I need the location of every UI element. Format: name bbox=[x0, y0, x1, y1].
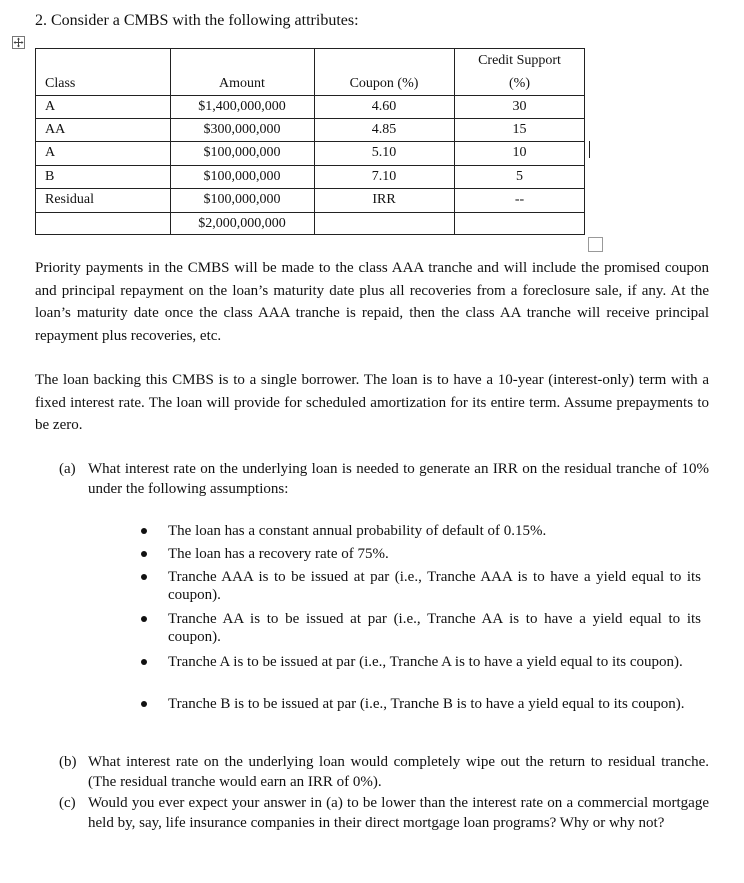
header-credit-support: Credit Support bbox=[478, 53, 561, 68]
list-item: Tranche AAA is to be issued at par (i.e., Tranche AAA is to have a yield equal to its coupon). bbox=[141, 568, 701, 606]
bullet-icon bbox=[141, 701, 147, 707]
cell-amount: $100,000,000 bbox=[203, 192, 281, 207]
cell-amount: $300,000,000 bbox=[203, 122, 281, 137]
cell-credit-support: 15 bbox=[512, 122, 527, 137]
cell-amount: $100,000,000 bbox=[203, 169, 281, 184]
cell-coupon: 7.10 bbox=[371, 169, 397, 184]
list-item: The loan has a constant annual probability of default of 0.15%. bbox=[141, 522, 701, 542]
question-part-c bbox=[59, 793, 709, 853]
bullet-icon bbox=[141, 659, 147, 665]
part-b-label: (b) bbox=[59, 754, 77, 770]
cell-credit-support: 10 bbox=[512, 145, 527, 160]
part-b-text: What interest rate on the underlying loan would completely wipe out the return to residual tranche. (The residual tranche would earn an IRR of 0%). bbox=[88, 754, 709, 790]
part-a-text: What interest rate on the underlying loan is needed to generate an IRR on the residual tranche of 10% under the following assumptions: bbox=[88, 461, 709, 497]
cell-credit-support: 30 bbox=[512, 99, 527, 114]
priority-paragraph: Priority payments in the CMBS will be made to the class AAA tranche and will include the promised coupon and principal repayment on the loan’s maturity date plus all recoveries from a foreclosure sale, if any. At the loan’s maturity date once the class AAA tranche is repaid, then the class AA tranche will receive principal repayment plus recoveries, etc. bbox=[35, 260, 709, 344]
table-cursor-bar bbox=[589, 141, 590, 158]
cell-class: A bbox=[45, 145, 56, 160]
table-move-handle-icon[interactable] bbox=[12, 36, 25, 49]
cell-coupon: IRR bbox=[372, 192, 396, 207]
bullet-icon bbox=[141, 528, 147, 534]
table-resize-handle[interactable] bbox=[588, 237, 603, 252]
bullet-icon bbox=[141, 574, 147, 580]
cell-coupon: 4.85 bbox=[371, 122, 397, 137]
list-item: Tranche A is to be issued at par (i.e., Tranche A is to have a yield equal to its coupon). bbox=[141, 653, 701, 691]
list-item: Tranche AA is to be issued at par (i.e., Tranche AA is to have a yield equal to its coupon). bbox=[141, 610, 701, 648]
part-c-text: Would you ever expect your answer in (a) to be lower than the interest rate on a commercial mortgage held by, say, life insurance companies in their direct mortgage loan programs? Why or why not? bbox=[88, 795, 709, 831]
cell-amount: $100,000,000 bbox=[203, 145, 281, 160]
loan-paragraph: The loan backing this CMBS is to a single borrower. The loan is to have a 10-year (interest-only) term with a fixed interest rate. The loan will provide for scheduled amortization for its entire term. Assume prepayments to be zero. bbox=[35, 372, 709, 434]
cell-credit-support: 5 bbox=[516, 169, 523, 184]
header-credit-support-unit: (%) bbox=[509, 76, 530, 91]
bullet-icon bbox=[141, 616, 147, 622]
cell-class: A bbox=[45, 99, 56, 114]
header-amount: Amount bbox=[219, 76, 265, 91]
header-class: Class bbox=[45, 76, 76, 91]
question-part-a bbox=[59, 459, 709, 503]
cell-class: B bbox=[45, 169, 55, 184]
cell-class: Residual bbox=[45, 192, 94, 207]
question-part-b bbox=[59, 752, 709, 792]
cell-total-amount: $2,000,000,000 bbox=[198, 216, 286, 231]
cell-amount: $1,400,000,000 bbox=[198, 99, 286, 114]
part-c-label: (c) bbox=[59, 795, 76, 811]
question-title: 2. Consider a CMBS with the following attributes: bbox=[35, 12, 359, 29]
header-coupon: Coupon (%) bbox=[349, 76, 419, 91]
part-a-label: (a) bbox=[59, 461, 76, 477]
cell-credit-support: -- bbox=[514, 192, 525, 207]
list-item: The loan has a recovery rate of 75%. bbox=[141, 545, 701, 565]
cell-class: AA bbox=[45, 122, 66, 137]
bullet-icon bbox=[141, 551, 147, 557]
cell-coupon: 4.60 bbox=[371, 99, 397, 114]
list-item: Tranche B is to be issued at par (i.e., Tranche B is to have a yield equal to its coupon). bbox=[141, 695, 701, 733]
cell-coupon: 5.10 bbox=[371, 145, 397, 160]
cmbs-table bbox=[35, 48, 585, 235]
